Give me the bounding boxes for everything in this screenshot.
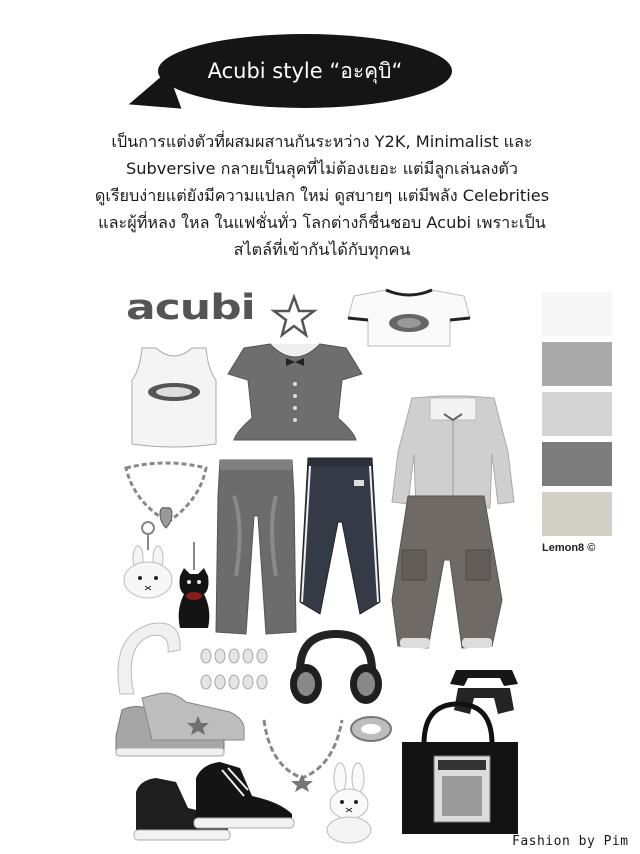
star-icon	[270, 294, 318, 338]
description-line: ดูเรียบง่ายแต่ยังมีความแปลก ใหม่ ดูสบายๆ แต่มีพลัง Celebrities	[94, 186, 550, 205]
description-line: และผู้ที่หลง ใหล ในแฟชั่นทั่ว โลกต่างก็ชื่นชอบ Acubi เพราะเป็น	[98, 213, 546, 232]
description-line: สไตล์ที่เข้ากันได้กับทุกคน	[233, 240, 411, 259]
palette-swatch-4	[542, 442, 612, 486]
grey-bow-peplum-top	[226, 340, 364, 444]
navy-track-pants	[298, 452, 382, 618]
description-line: เป็นการแต่งตัวที่ผสมผสานกันระหว่าง Y2K, Minimalist และ	[111, 132, 533, 151]
acubi-logo: acubi	[126, 288, 255, 328]
palette-swatch-5	[542, 492, 612, 536]
white-headband	[110, 616, 184, 698]
credit-text: Fashion by Pim	[512, 834, 629, 849]
palette-swatch-1	[542, 292, 612, 336]
white-cat-crop-tee	[346, 288, 472, 350]
black-high-top-sneakers	[132, 756, 296, 842]
press-on-nails	[198, 646, 270, 694]
bunny-keychain	[118, 520, 178, 600]
silver-ring	[348, 712, 394, 746]
palette-swatch-3	[542, 392, 612, 436]
white-graphic-tank	[128, 346, 220, 450]
description	[48, 128, 596, 263]
grey-star-sneakers	[112, 692, 246, 762]
graphic-tote-bag	[398, 700, 522, 836]
palette-swatch-2	[542, 342, 612, 386]
brand-mark: Lemon8 ©	[542, 542, 596, 554]
page-title: Acubi style “อะคุบิ“	[207, 58, 403, 83]
grey-flare-jeans	[214, 456, 298, 638]
grey-cargo-pants	[388, 490, 506, 650]
black-headphones	[288, 630, 384, 706]
white-bunny-plush	[316, 762, 382, 844]
description-line: Subversive กลายเป็นลุคที่ไม่ต้องเยอะ แต่มีลูกเล่นลงตัว	[125, 159, 519, 178]
